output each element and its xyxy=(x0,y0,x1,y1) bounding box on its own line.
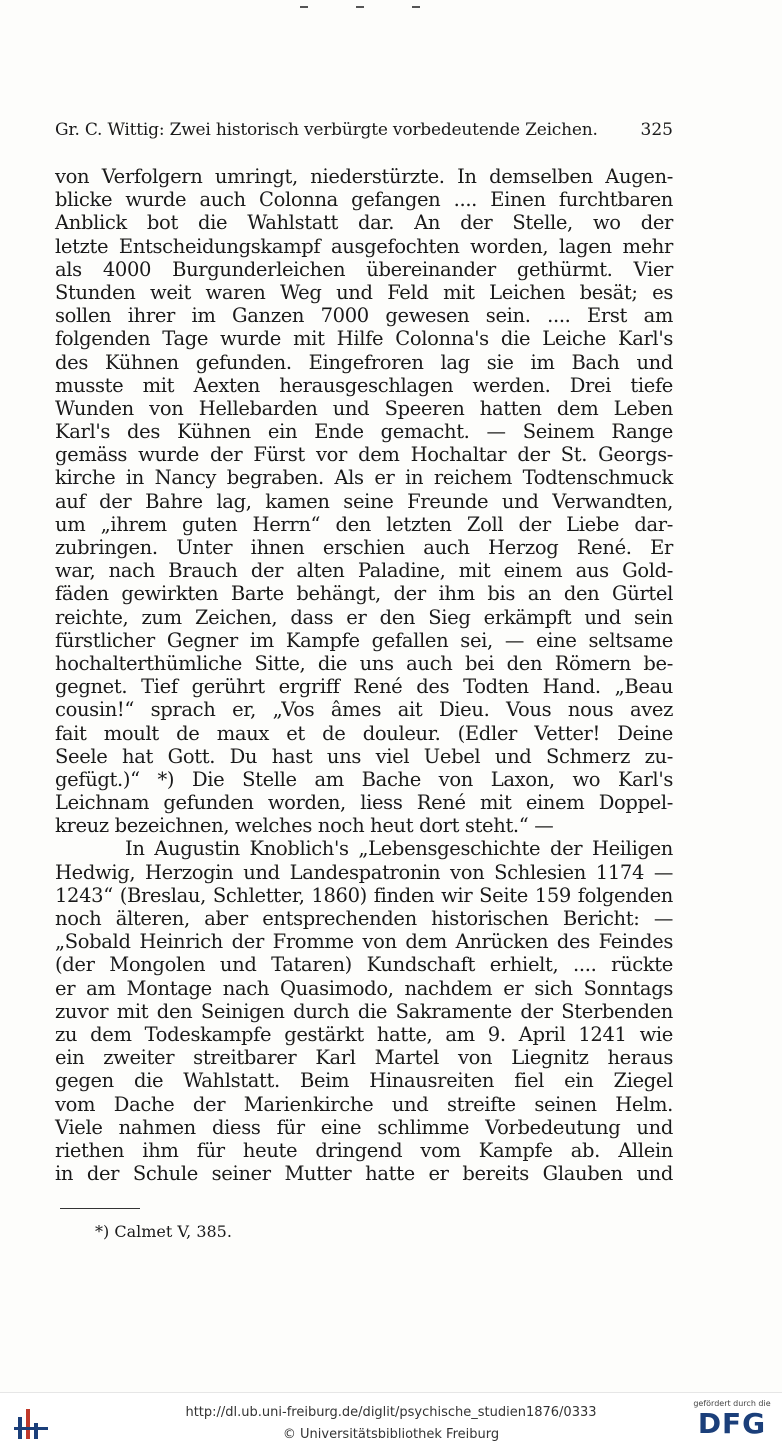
header-title: Gr. C. Wittig: Zwei historisch verbürgte vorbedeutende Zeichen. xyxy=(55,120,598,140)
text-line: Stunden weit waren Weg und Feld mit Leichen besät; es xyxy=(55,280,673,304)
text-line: auf der Bahre lag, kamen seine Freunde und Verwandten, xyxy=(55,489,673,513)
text-line: folgenden Tage wurde mit Hilfe Colonna's die Leiche Karl's xyxy=(55,327,673,351)
text-line: er am Montage nach Quasimodo, nachdem er sich Sonntags xyxy=(55,976,673,1000)
text-line: ein zweiter streitbarer Karl Martel von Liegnitz heraus xyxy=(55,1046,673,1070)
text-line: fait moult de maux et de douleur. (Edler Vetter! Deine xyxy=(55,721,673,745)
text-line: riethen ihm für heute dringend vom Kampfe ab. Allein xyxy=(55,1138,673,1162)
text-line: 1243“ (Breslau, Schletter, 1860) finden wir Seite 159 folgenden xyxy=(55,883,673,907)
text-line: zuvor mit den Seinigen durch die Sakramente der Sterbenden xyxy=(55,999,673,1023)
text-line: Wunden von Hellebarden und Speeren hatten dem Leben xyxy=(55,396,673,420)
text-line: Leichnam gefunden worden, liess René mit einem Doppel- xyxy=(55,791,673,815)
text-line: sollen ihrer im Ganzen 7000 gewesen sein. .... Erst am xyxy=(55,304,673,328)
text-line: gemäss wurde der Fürst vor dem Hochaltar der St. Georgs- xyxy=(55,443,673,467)
text-line: gefügt.)“ *) Die Stelle am Bache von Laxon, wo Karl's xyxy=(55,767,673,791)
dfg-logo-icon xyxy=(690,1399,774,1445)
text-line: kreuz bezeichnen, welches noch heut dort steht.“ — xyxy=(55,814,554,838)
footnote-rule xyxy=(60,1208,140,1209)
viewer-footer xyxy=(0,1392,782,1450)
scan-marks xyxy=(300,2,420,12)
text-line: In Augustin Knoblich's „Lebensgeschichte der Heiligen xyxy=(125,837,673,861)
copyright-text: © Universitätsbibliothek Freiburg xyxy=(282,1427,500,1442)
text-line: reichte, zum Zeichen, dass er den Sieg erkämpft und sein xyxy=(55,605,673,629)
text-line: gegen die Wahlstatt. Beim Hinausreiten fiel ein Ziegel xyxy=(55,1069,673,1093)
text-line: letzte Entscheidungskampf ausgefochten worden, lagen mehr xyxy=(55,234,673,258)
text-line: als 4000 Burgunderleichen übereinander gethürmt. Vier xyxy=(55,257,673,281)
text-line: von Verfolgern umringt, niederstürzte. In demselben Augen- xyxy=(55,165,673,188)
text-line: fäden gewirkten Barte behängt, der ihm bis an den Gürtel xyxy=(55,582,673,606)
text-line: des Kühnen gefunden. Eingefroren lag sie im Bach und xyxy=(55,350,673,374)
text-line: war, nach Brauch der alten Paladine, mit einem aus Gold- xyxy=(55,559,673,583)
dfg-logo-text: DFG xyxy=(697,1407,767,1440)
body-text xyxy=(55,165,673,1185)
text-line: musste mit Aexten herausgeschlagen werden. Drei tiefe xyxy=(55,373,673,397)
text-line: blicke wurde auch Colonna gefangen .... Einen furchtbaren xyxy=(55,188,673,212)
page-number: 325 xyxy=(640,120,673,140)
text-line: (der Mongolen und Tataren) Kundschaft erhielt, .... rückte xyxy=(55,953,673,977)
dfg-caption: gefördert durch die xyxy=(693,1399,771,1408)
text-line: Anblick bot die Wahlstatt dar. An der Stelle, wo der xyxy=(55,211,673,235)
text-line: Hedwig, Herzogin und Landespatronin von Schlesien 1174 — xyxy=(55,860,673,884)
text-line: noch älteren, aber entsprechenden historischen Bericht: — xyxy=(55,907,673,930)
text-line: fürstlicher Gegner im Kampfe gefallen sei, — eine seltsame xyxy=(55,628,673,652)
text-line: zubringen. Unter ihnen erschien auch Herzog René. Er xyxy=(55,536,673,559)
running-header xyxy=(55,120,673,140)
text-line: Viele nahmen diess für eine schlimme Vorbedeutung und xyxy=(55,1115,673,1139)
text-line: kirche in Nancy begraben. Als er in reichem Todtenschmuck xyxy=(55,466,673,490)
text-line: Karl's des Kühnen ein Ende gemacht. — Seinem Range xyxy=(55,420,673,444)
text-line: cousin!“ sprach er, „Vos âmes ait Dieu. Vous nous avez xyxy=(55,698,673,722)
text-line: Seele hat Gott. Du hast uns viel Uebel und Schmerz zu- xyxy=(55,744,673,768)
text-line: hochalterthümliche Sitte, die uns auch bei den Römern be- xyxy=(55,651,673,675)
source-url-link[interactable]: http://dl.ub.uni-freiburg.de/diglit/psychische_studien1876/0333 xyxy=(185,1405,597,1420)
footnote: *) Calmet V, 385. xyxy=(95,1222,232,1241)
text-line: „Sobald Heinrich der Fromme von dem Anrücken des Feindes xyxy=(55,930,673,954)
text-line: gegnet. Tief gerührt ergriff René des Todten Hand. „Beau xyxy=(55,675,673,699)
text-line: in der Schule seiner Mutter hatte er bereits Glauben und xyxy=(55,1162,673,1186)
text-line: vom Dache der Marienkirche und streifte seinen Helm. xyxy=(55,1092,673,1116)
text-line: zu dem Todeskampfe gestärkt hatte, am 9. April 1241 wie xyxy=(55,1022,673,1046)
text-line: um „ihrem guten Herrn“ den letzten Zoll der Liebe dar- xyxy=(55,512,673,536)
